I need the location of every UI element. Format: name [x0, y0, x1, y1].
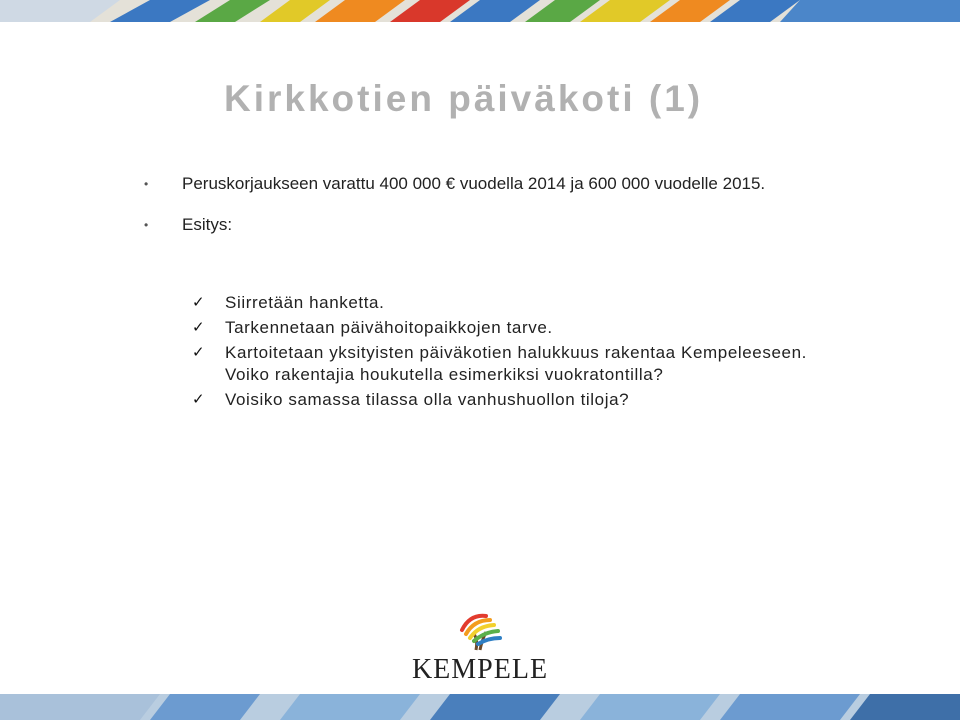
checkmark-icon: ✓ — [192, 319, 206, 336]
bullet-list — [144, 173, 844, 236]
kempele-logo — [402, 610, 558, 684]
tree-logo-icon — [456, 610, 504, 652]
top-decorative-band — [0, 0, 960, 22]
bottom-decorative-band — [0, 694, 960, 720]
logo-wordmark: KEMPELE — [411, 654, 549, 685]
bullet-text: Esitys: — [182, 215, 233, 234]
check-item — [192, 292, 812, 314]
check-text: Voisiko samassa tilassa olla vanhushuollon tiloja? — [225, 390, 630, 409]
check-text: Siirretään hanketta. — [225, 293, 385, 312]
top-stripes-graphic — [0, 0, 960, 22]
checkmark-icon: ✓ — [192, 391, 206, 408]
bullet-dot-icon: • — [144, 177, 149, 191]
check-text: Tarkennetaan päivähoitopaikkojen tarve. — [225, 318, 553, 337]
bullet-item — [144, 173, 844, 195]
check-item — [192, 389, 812, 411]
check-text: Kartoitetaan yksityisten päiväkotien halukkuus rakentaa Kempeleeseen. Voiko rakentajia houkutella esimerkiksi vuokratontilla? — [225, 343, 807, 384]
checkmark-list — [192, 292, 812, 411]
bullet-dot-icon: • — [144, 218, 149, 232]
check-item — [192, 317, 812, 339]
slide-title: Kirkkotien päiväkoti (1) — [224, 78, 704, 119]
checkmark-icon: ✓ — [192, 344, 206, 361]
bullet-text: Peruskorjaukseen varattu 400 000 € vuodella 2014 ja 600 000 vuodelle 2015. — [182, 174, 766, 193]
bottom-stripes-graphic — [0, 694, 960, 720]
check-item — [192, 342, 812, 386]
checkmark-icon: ✓ — [192, 294, 206, 311]
bullet-item — [144, 214, 844, 236]
